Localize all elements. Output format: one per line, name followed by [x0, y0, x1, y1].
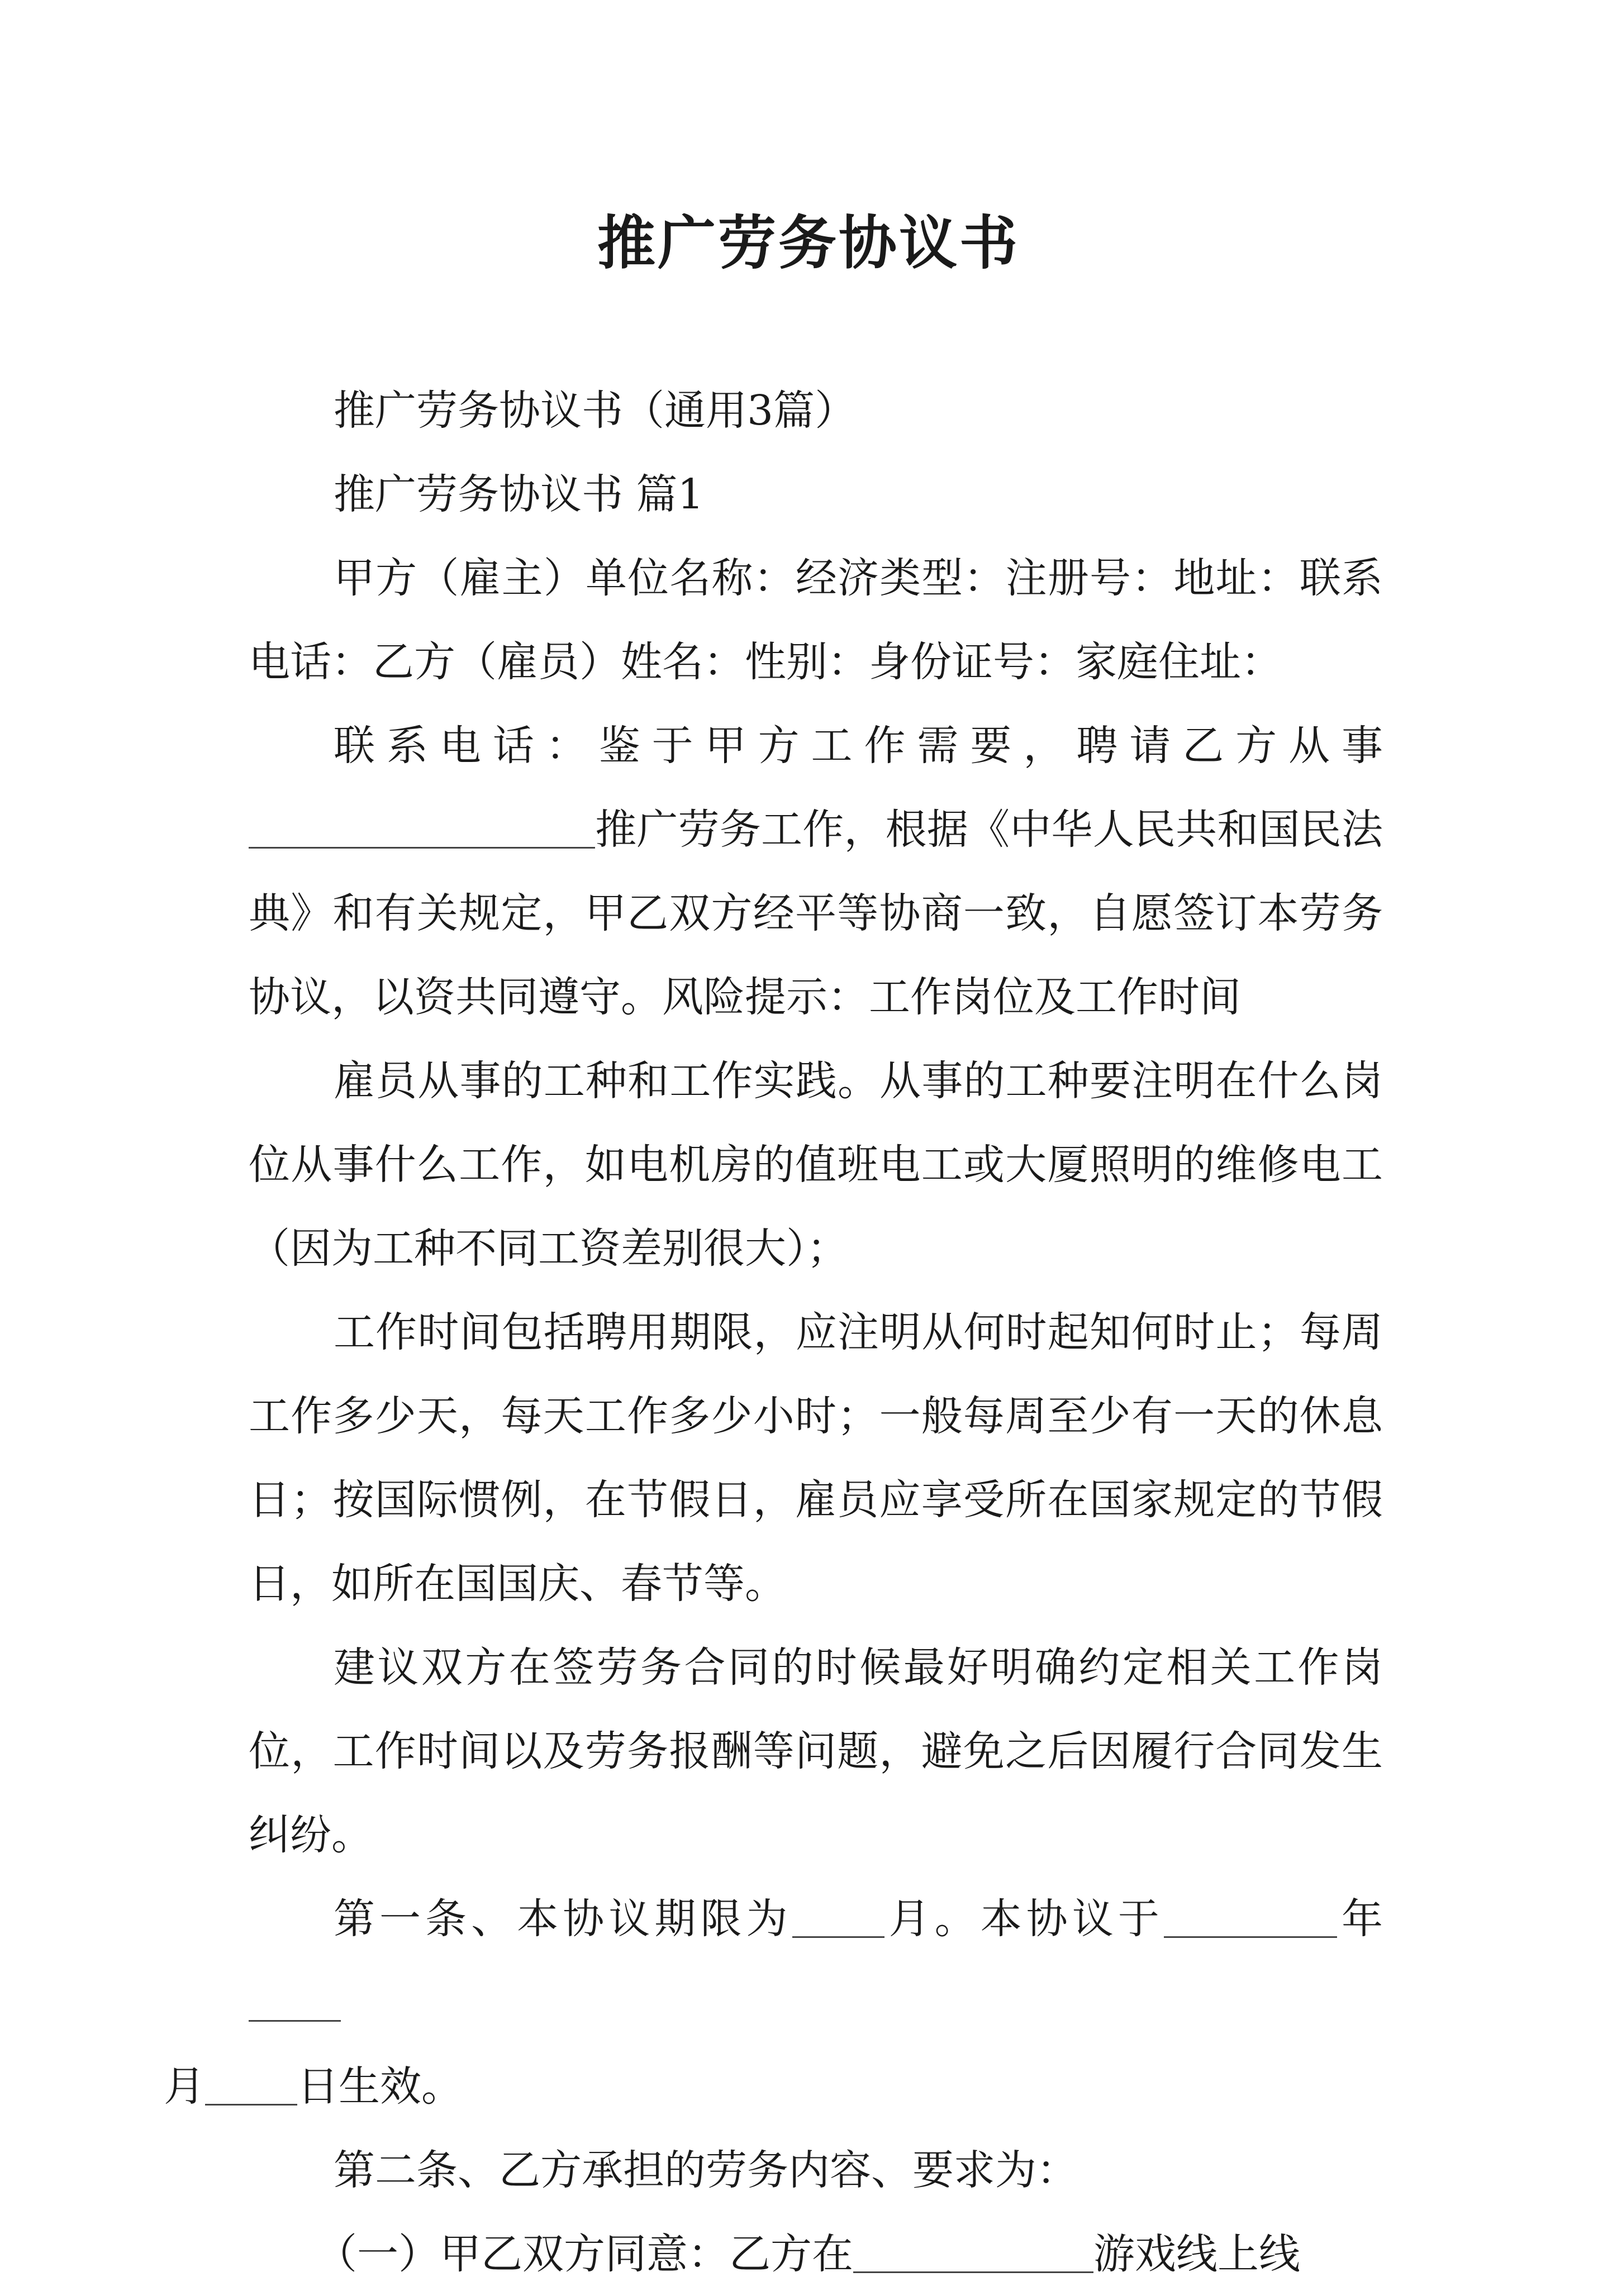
paragraph-advice: 建议双方在签劳务合同的时候最好明确约定相关工作岗位，工作时间以及劳务报酬等问题，避免之后因履行合同发生纠纷。 — [249, 1644, 1383, 1859]
article-1-text-a: 第一条、本协议期限为 — [334, 1895, 792, 1943]
article-1-text-e: 日生效。 — [297, 2062, 463, 2111]
item-1-text-b: 游戏线上线 — [1093, 2230, 1300, 2278]
document-body — [164, 369, 1383, 2296]
blank-field-work-scope — [249, 808, 595, 849]
article-2-item-1 — [249, 2212, 1383, 2296]
blank-field-year — [1164, 1897, 1337, 1938]
blank-field-month — [249, 1981, 341, 2022]
section-heading: 推广劳务协议书 篇1 — [334, 470, 704, 518]
article-1-text-c: 年 — [1337, 1895, 1383, 1943]
document-subtitle: 推广劳务协议书（通用3篇） — [334, 387, 857, 435]
paragraph-parties — [249, 536, 1383, 1039]
blank-field-location — [853, 2232, 1093, 2273]
article-1-text-d: 月 — [164, 2062, 205, 2111]
paragraph-job-type: 雇员从事的工种和工作实践。从事的工种要注明在什么岗位从事什么工作，如电机房的值班电工或大厦照明的维修电工（因为工种不同工资差别很大）； — [249, 1057, 1383, 1273]
legal-basis-text: 推广劳务工作，根据《中华人民共和国民法典》和有关规定，甲乙双方经平等协商一致，自愿签订本劳务协议，以资共同遵守。风险提示：工作岗位及工作时间 — [249, 806, 1383, 1021]
article-1 — [164, 1877, 1383, 2128]
article-2: 第二条、乙方承担的劳务内容、要求为： — [334, 2146, 1078, 2194]
employment-line — [249, 704, 1383, 788]
item-1-text-a: （一）甲乙双方同意：乙方在 — [316, 2230, 853, 2278]
parties-info-text: 甲方（雇主）单位名称：经济类型：注册号：地址：联系电话：乙方（雇员）姓名：性别：身份证号：家庭住址： — [249, 554, 1383, 686]
blank-field-months — [792, 1897, 884, 1938]
paragraph-work-time: 工作时间包括聘用期限，应注明从何时起知何时止；每周工作多少天，每天工作多少小时；一般每周至少有一天的休息日；按国际惯例，在节假日，雇员应享受所在国家规定的节假日，如所在国国庆、春节等。 — [249, 1308, 1383, 1608]
employment-text: 联系电话：鉴于甲方工作需要，聘请乙方从事 — [334, 722, 1383, 770]
article-1-text-b: 月。本协议于 — [884, 1895, 1164, 1943]
document-title: 推广劳务协议书 — [597, 209, 1020, 277]
blank-field-day — [205, 2065, 297, 2106]
